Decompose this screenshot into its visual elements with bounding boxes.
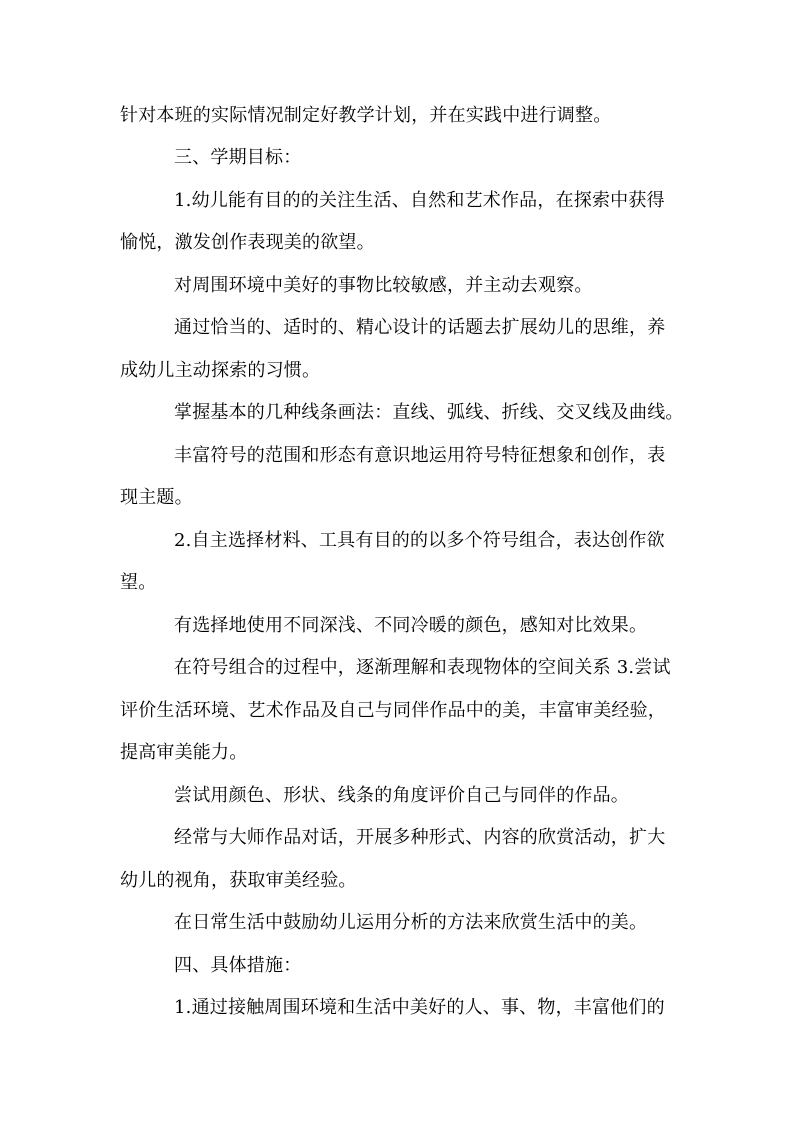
text-line-11: 2.自主选择材料、工具有目的的以多个符号组合，表达创作欲 [174, 530, 665, 551]
section-heading-goals: 三、学期目标： [174, 147, 302, 168]
text-line-8: 掌握基本的几种线条画法：直线、弧线、折线、交叉线及曲线。 [174, 402, 684, 423]
section-heading-measures: 四、具体措施： [174, 955, 302, 976]
text-line-22: 1.通过接触周围环境和生活中美好的人、事、物，丰富他们的 [174, 997, 665, 1018]
text-line-16: 提高审美能力。 [120, 742, 248, 763]
text-line-4: 愉悦，激发创作表现美的欲望。 [120, 232, 375, 253]
text-line-20: 在日常生活中鼓励幼儿运用分析的方法来欣赏生活中的美。 [174, 912, 648, 933]
text-line-10: 现主题。 [120, 487, 193, 508]
text-line-14: 在符号组合的过程中，逐渐理解和表现物体的空间关系 3.尝试 [174, 657, 671, 678]
text-line-9: 丰富符号的范围和形态有意识地运用符号特征想象和创作，表 [174, 445, 666, 466]
text-line-18: 经常与大师作品对话，开展多种形式、内容的欣赏活动，扩大 [174, 827, 666, 848]
text-line-15: 评价生活环境、艺术作品及自己与同伴作品中的美，丰富审美经验， [120, 700, 666, 721]
text-line-12: 望。 [120, 572, 157, 593]
text-line-13: 有选择地使用不同深浅、不同冷暖的颜色，感知对比效果。 [174, 615, 648, 636]
text-line-6: 通过恰当的、适时的、精心设计的话题去扩展幼儿的思维，养 [174, 317, 666, 338]
text-line-19: 幼儿的视角，获取审美经验。 [120, 870, 357, 891]
text-line-1: 针对本班的实际情况制定好教学计划，并在实践中进行调整。 [120, 105, 612, 126]
text-line-17: 尝试用颜色、形状、线条的角度评价自己与同伴的作品。 [174, 785, 629, 806]
text-line-5: 对周围环境中美好的事物比较敏感，并主动去观察。 [174, 275, 593, 296]
text-line-7: 成幼儿主动探索的习惯。 [120, 360, 321, 381]
text-line-3: 1.幼儿能有目的的关注生活、自然和艺术作品，在探索中获得 [174, 190, 665, 211]
